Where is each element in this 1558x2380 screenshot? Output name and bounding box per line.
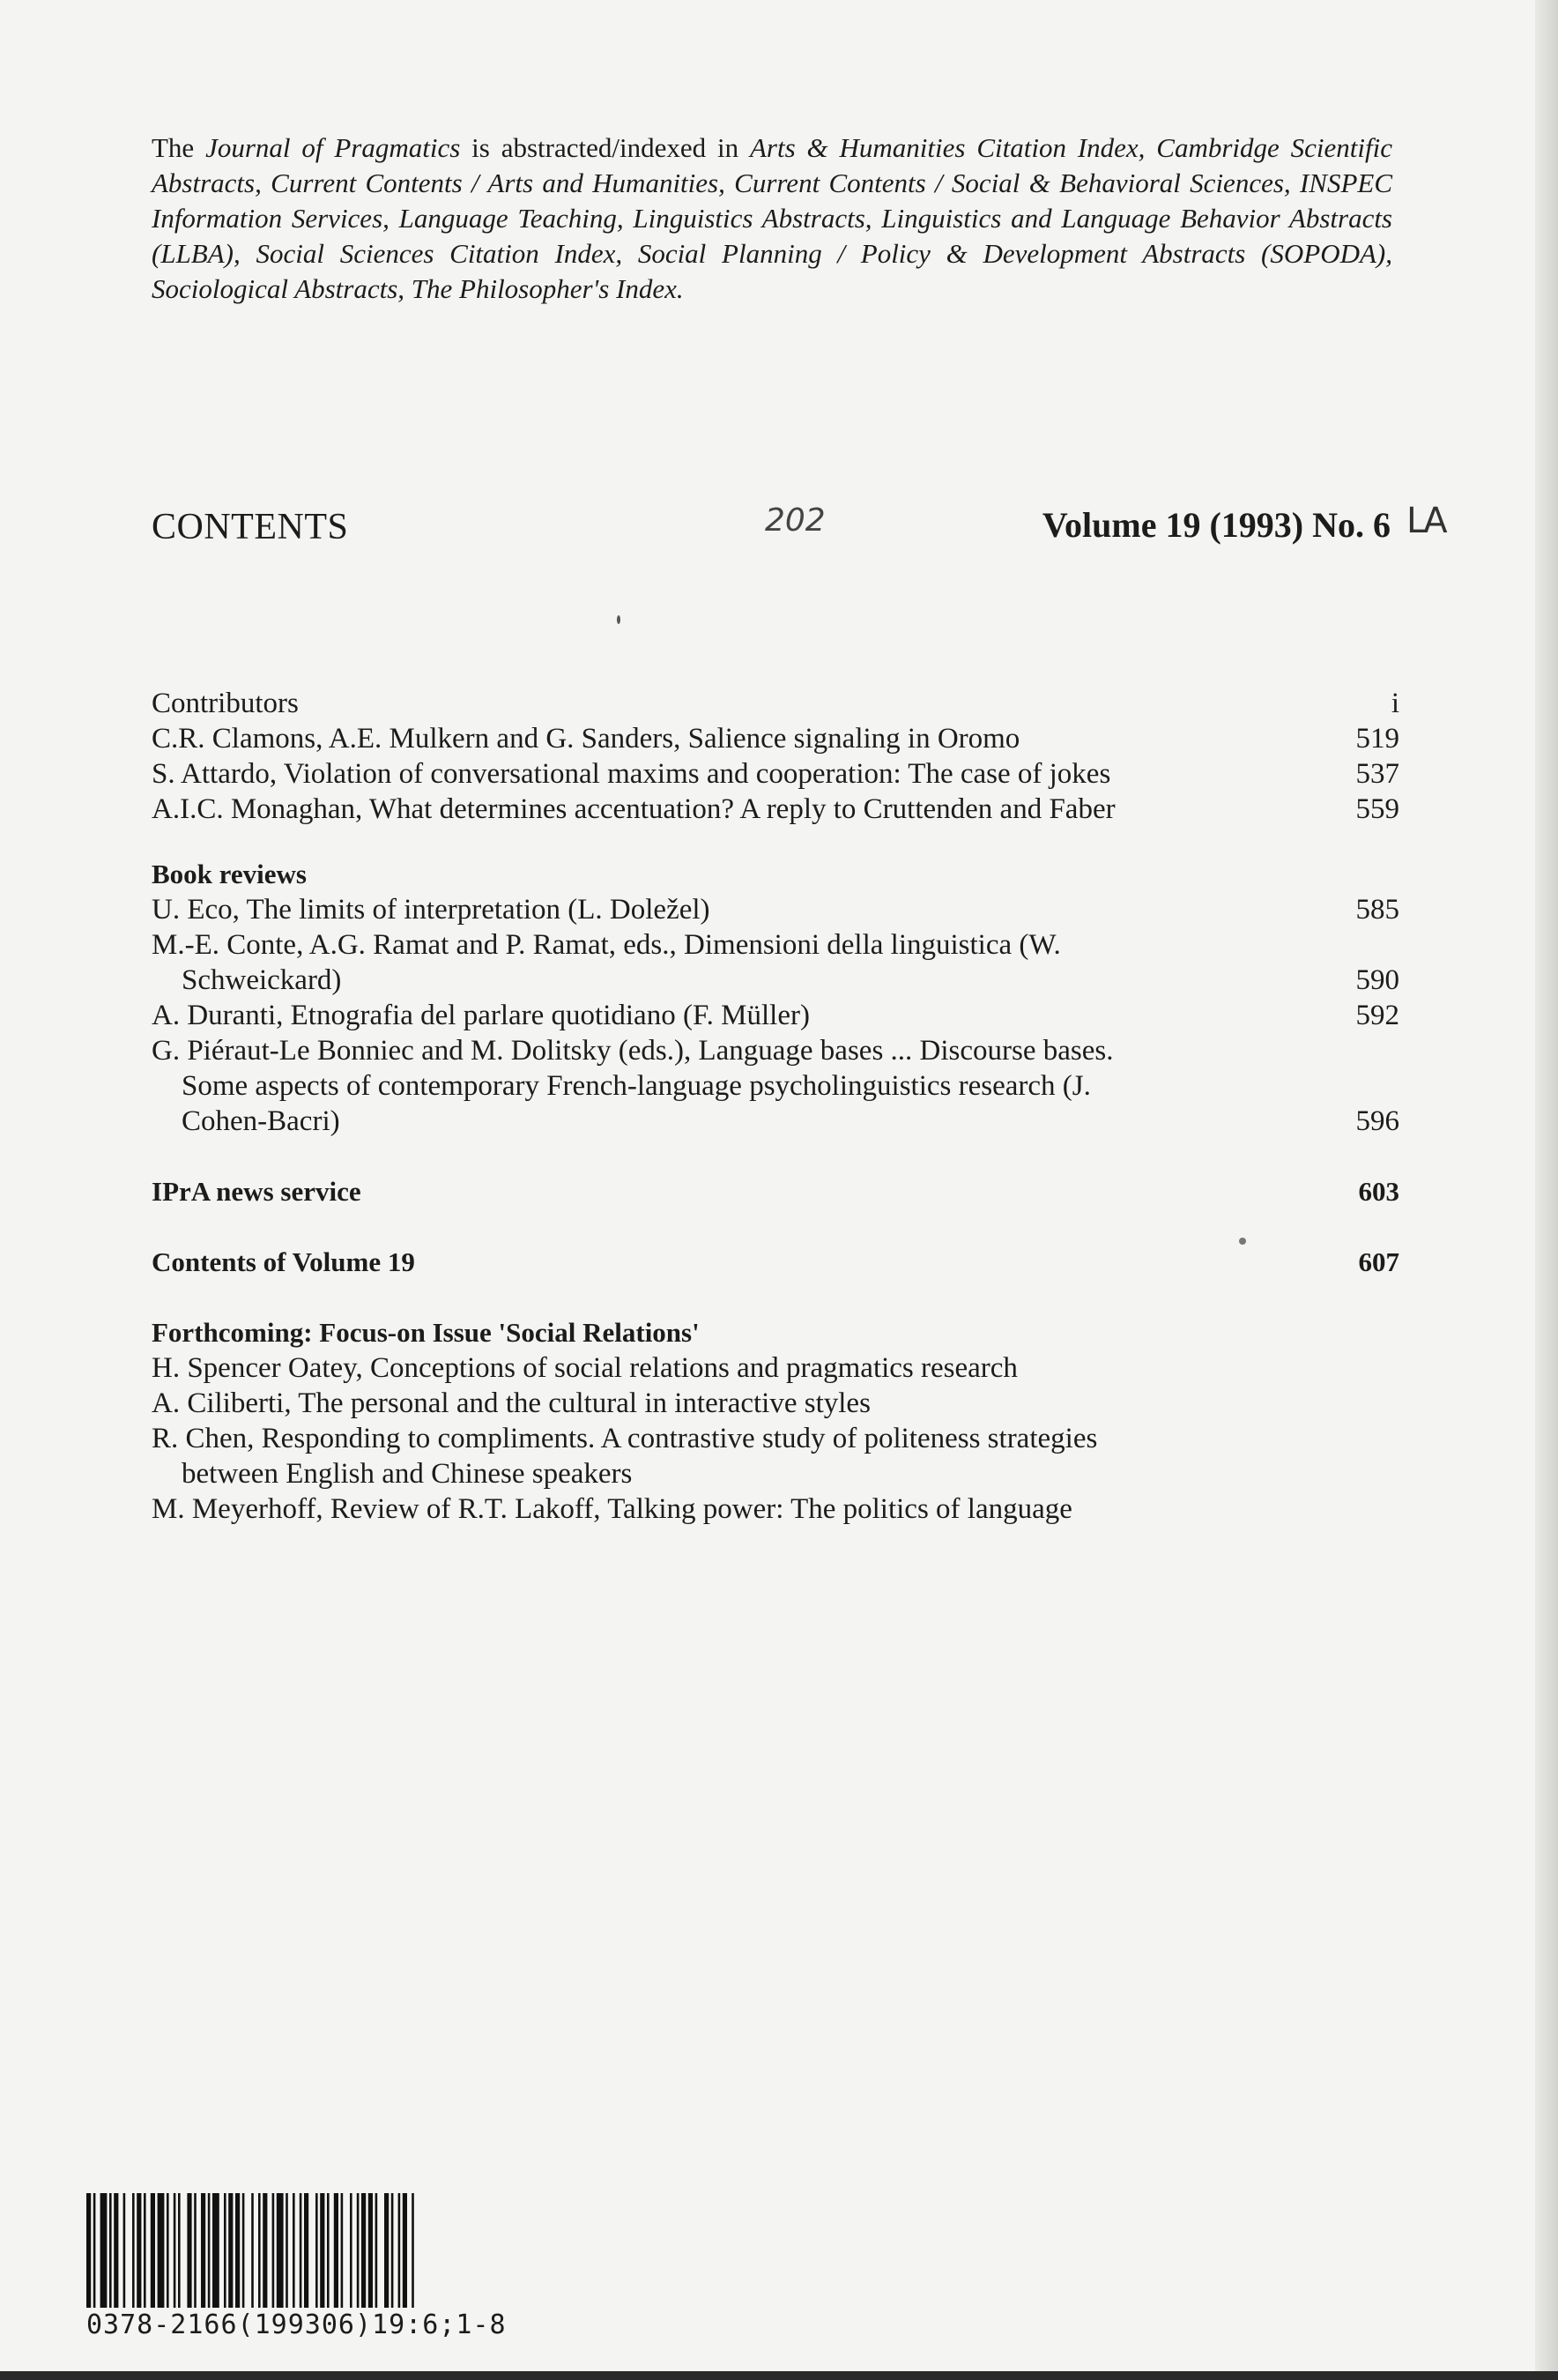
entry-page: 596 — [1355, 1105, 1399, 1137]
barcode-bar — [327, 2193, 330, 2308]
barcode-bar — [300, 2193, 302, 2308]
index-list: Arts & Humanities Citation Index, Cambridge Scientific Abstracts, Current Contents / Arts and Humanities, Current Contents / Social & Behavioral Sciences, INSPEC Information Services, Language Teaching, Linguistics Abstracts, Linguistics and Language Behavior Abstracts (LLBA), Social Sciences Citation Index, Social Planning / Policy & Development Abstracts (SOPODA), Sociological Abstracts, The Philosopher's Index. — [152, 132, 1392, 304]
entry-line: H. Spencer Oatey, Conceptions of social relations and pragmatics research — [152, 1352, 1018, 1384]
entry-title — [152, 1033, 1308, 1139]
entry-line: Cohen-Bacri) — [182, 1105, 340, 1137]
barcode-bar — [334, 2193, 338, 2308]
barcode-bar — [251, 2193, 254, 2308]
entry-title: A.I.C. Monaghan, What determines accentuation? A reply to Cruttenden and Faber — [152, 793, 1116, 825]
entry-title — [152, 927, 1308, 998]
barcode-bar — [187, 2193, 191, 2308]
barcode-bar — [100, 2193, 108, 2308]
barcode-bar — [132, 2193, 135, 2308]
barcode — [86, 2193, 576, 2308]
forthcoming-item — [152, 1421, 1308, 1491]
barcode-bar — [398, 2193, 401, 2308]
entry-page: 603 — [1358, 1176, 1399, 1207]
barcode-bar — [109, 2193, 112, 2308]
barcode-bar — [272, 2193, 275, 2308]
entry-line: Some aspects of contemporary French-language psycholinguistics research (J. — [182, 1070, 1091, 1102]
forthcoming-item — [152, 1491, 1308, 1527]
entry-page: 585 — [1355, 894, 1399, 926]
barcode-bar — [357, 2193, 360, 2308]
barcode-bar — [151, 2193, 155, 2308]
barcode-bar — [137, 2193, 141, 2308]
barcode-bar — [258, 2193, 261, 2308]
barcode-bar — [403, 2193, 407, 2308]
entry-title: U. Eco, The limits of interpretation (L. Doležel) — [152, 894, 710, 926]
forthcoming-item — [152, 1350, 1308, 1386]
entry-page: 559 — [1355, 793, 1399, 825]
barcode-bar — [208, 2193, 211, 2308]
toc-entry[interactable] — [152, 686, 1399, 721]
entry-line: M.-E. Conte, A.G. Ramat and P. Ramat, eds., Dimensioni della linguistica (W. — [152, 929, 1061, 961]
review-entry[interactable] — [152, 998, 1399, 1033]
barcode-bar — [286, 2193, 288, 2308]
barcode-bar — [178, 2193, 181, 2308]
entry-title: Contributors — [152, 688, 299, 719]
barcode-bar — [315, 2193, 318, 2308]
forthcoming-heading: Forthcoming: Focus-on Issue 'Social Relations' — [152, 1317, 700, 1348]
barcode-bar — [228, 2193, 233, 2308]
forthcoming-item — [152, 1386, 1308, 1421]
speck — [617, 615, 620, 624]
barcode-bar — [304, 2193, 308, 2308]
barcode-bar — [412, 2193, 414, 2308]
barcode-bar — [144, 2193, 146, 2308]
barcode-bar — [391, 2193, 394, 2308]
journal-name: Journal of Pragmatics — [205, 132, 461, 163]
handwritten-mark: LA — [1406, 501, 1444, 541]
barcode-bar — [201, 2193, 205, 2308]
contents-heading: CONTENTS — [152, 507, 349, 547]
entry-page: 519 — [1355, 723, 1399, 755]
review-entry[interactable] — [152, 1033, 1399, 1139]
barcode-bar — [123, 2193, 126, 2308]
barcode-bar — [224, 2193, 226, 2308]
volume-contents-entry[interactable] — [152, 1245, 1399, 1280]
ipra-entry[interactable] — [152, 1174, 1399, 1209]
barcode-bar — [375, 2193, 378, 2308]
table-of-contents — [152, 686, 1399, 1527]
handwritten-note: 202 — [765, 502, 826, 539]
barcode-bar — [167, 2193, 169, 2308]
entry-line: R. Chen, Responding to compliments. A contrastive study of politeness strategies — [152, 1423, 1098, 1454]
barcode-bar — [194, 2193, 197, 2308]
book-reviews-heading: Book reviews — [152, 859, 307, 889]
barcode-bar — [212, 2193, 219, 2308]
toc-entry[interactable] — [152, 756, 1399, 792]
entry-page: 590 — [1355, 964, 1399, 996]
entry-title: C.R. Clamons, A.E. Mulkern and G. Sanders, Salience signaling in Oromo — [152, 723, 1020, 755]
abstract-seg: is abstracted/indexed in — [460, 132, 750, 163]
barcode-bar — [384, 2193, 389, 2308]
barcode-bar — [293, 2193, 295, 2308]
speck — [1239, 1238, 1246, 1245]
entry-title: Contents of Volume 19 — [152, 1246, 415, 1277]
entry-page: 537 — [1355, 758, 1399, 790]
toc-entry[interactable] — [152, 721, 1399, 756]
entry-line: Schweickard) — [182, 964, 342, 996]
review-entry[interactable] — [152, 927, 1399, 998]
barcode-bar — [114, 2193, 118, 2308]
barcode-bar — [174, 2193, 176, 2308]
barcode-bar — [350, 2193, 352, 2308]
entry-title: A. Duranti, Etnografia del parlare quotidiano (F. Müller) — [152, 1000, 810, 1031]
entry-title: S. Attardo, Violation of conversational maxims and cooperation: The case of jokes — [152, 758, 1111, 790]
barcode-bar — [263, 2193, 267, 2308]
indexing-statement — [152, 130, 1392, 307]
barcode-bar — [242, 2193, 245, 2308]
entry-line: A. Ciliberti, The personal and the cultural in interactive styles — [152, 1387, 871, 1419]
entry-page: 607 — [1358, 1246, 1399, 1277]
barcode-bar — [368, 2193, 373, 2308]
barcode-bar — [93, 2193, 96, 2308]
entry-page: i — [1391, 688, 1399, 719]
barcode-bar — [341, 2193, 344, 2308]
entry-line: M. Meyerhoff, Review of R.T. Lakoff, Talking power: The politics of language — [152, 1493, 1072, 1525]
volume-label: Volume 19 (1993) No. 6 — [1042, 505, 1391, 545]
page-edge — [1535, 0, 1558, 2380]
barcode-bar — [361, 2193, 366, 2308]
review-entry[interactable] — [152, 892, 1399, 927]
barcode-bar — [277, 2193, 284, 2308]
barcode-number: 0378-2166(199306)19:6;1-8 — [86, 2309, 507, 2340]
barcode-bar — [235, 2193, 240, 2308]
abstract-seg: The — [152, 132, 206, 163]
barcode-bar — [320, 2193, 324, 2308]
entry-page: 592 — [1355, 1000, 1399, 1031]
entry-title: IPrA news service — [152, 1176, 361, 1207]
entry-line: G. Piéraut-Le Bonniec and M. Dolitsky (eds.), Language bases ... Discourse bases. — [152, 1035, 1114, 1067]
toc-entry[interactable] — [152, 792, 1399, 827]
barcode-bar — [158, 2193, 165, 2308]
bottom-edge — [0, 2371, 1558, 2380]
barcode-bar — [86, 2193, 91, 2308]
entry-line: between English and Chinese speakers — [182, 1458, 633, 1490]
